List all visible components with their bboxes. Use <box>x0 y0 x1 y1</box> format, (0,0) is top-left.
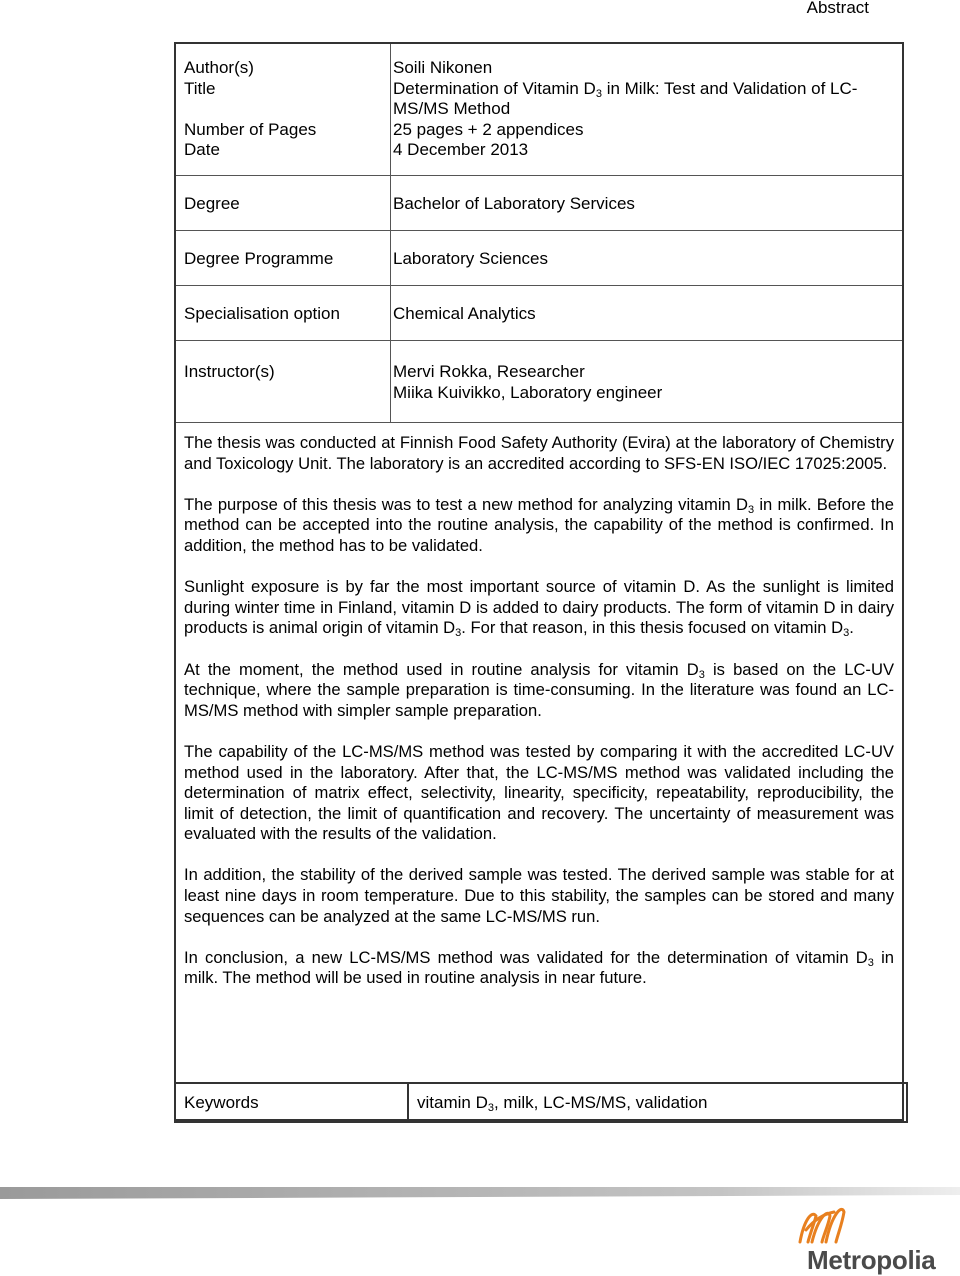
footer-rule <box>0 1187 960 1199</box>
logo-wordmark: Metropolia <box>807 1245 936 1275</box>
date-value: 4 December 2013 <box>393 140 529 160</box>
specialisation-row <box>176 286 902 341</box>
abstract-body <box>184 433 894 989</box>
author-label: Author(s) <box>184 58 254 77</box>
meta-labels <box>184 58 316 161</box>
author-value: Soili Nikonen <box>393 58 493 77</box>
abstract-frame <box>174 42 904 1121</box>
page-header: Abstract <box>806 0 869 17</box>
title-label: Title <box>184 78 216 98</box>
keywords-label: Keywords <box>184 1093 259 1112</box>
abstract-paragraph-7: In conclusion, a new LC-MS/MS method was validated for the determination of vitamin $D_3$ in milk. The method will be used in routine analysis in near future. <box>184 947 894 988</box>
keywords-box <box>174 1082 908 1123</box>
degree-label: Degree <box>184 194 240 213</box>
meta-row <box>176 44 902 176</box>
title-value-cont: MS/MS Method <box>393 99 511 119</box>
programme-label: Degree Programme <box>184 249 334 268</box>
instructor-label: Instructor(s) <box>184 362 275 381</box>
programme-value: Laboratory Sciences <box>393 249 548 268</box>
title-value: Determination of Vitamin $D_3$ in Milk: Test and Validation of LC- <box>393 78 858 100</box>
instructor-2: Miika Kuivikko, Laboratory engineer <box>393 382 663 402</box>
pages-value: 25 pages + 2 appendices <box>393 119 584 139</box>
meta-values <box>393 58 894 161</box>
degree-row <box>176 176 902 231</box>
abstract-paragraph-6: In addition, the stability of the derived sample was tested. The derived sample was stable for at least nine days in room temperature. Due to this stability, the samples can be stored and many sequences can be analyzed at the same LC-MS/MS run. <box>184 865 894 926</box>
specialisation-label: Specialisation option <box>184 304 340 323</box>
instructor-values <box>393 362 894 403</box>
programme-row <box>176 231 902 286</box>
abstract-paragraph-4: At the moment, the method used in routine analysis for vitamin $D_3$ is based on the LC-UV technique, where the sample preparation is time-consuming. In the literature was found an LC-MS/MS method with simpler sample preparation. <box>184 659 895 720</box>
abstract-paragraph-5: The capability of the LC-MS/MS method was tested by comparing it with the accredited LC-UV method used in the laboratory. After that, the LC-MS/MS method was validated including the determination of matrix effect, selectivity, linearity, specificity, repeatability, reproducibility, the limit of detection, the limit of quantification and recovery. The uncertainty of measurement was evaluated with the results of the validation. <box>184 741 894 844</box>
specialisation-value: Chemical Analytics <box>393 304 536 323</box>
pages-label: Number of Pages <box>184 119 317 139</box>
date-label: Date <box>184 140 220 160</box>
degree-value: Bachelor of Laboratory Services <box>393 194 635 213</box>
keywords-value: vitamin $D_3$, milk, LC-MS/MS, validation <box>417 1093 708 1114</box>
abstract-paragraph-1: The thesis was conducted at Finnish Food Safety Authority (Evira) at the laboratory of Chemistry and Toxicology Unit. The laboratory is an accredited according to SFS-EN ISO/IEC 17025:2005. <box>184 433 894 473</box>
abstract-paragraph-3: Sunlight exposure is by far the most important source of vitamin D. As the sunlight is limited during winter time in Finland, vitamin D is added to dairy products. The form of vitamin D in dairy products is animal origin of vitamin $D_3$. For that reason, in this thesis focused on vitamin $D_3$. <box>184 577 894 640</box>
instructor-row <box>176 341 902 423</box>
abstract-paragraph-2: The purpose of this thesis was to test a new method for analyzing vitamin $D_3$ in milk. Before the method can be accepted into the routine analysis, the capability of the method is confirmed. In addition, the method has to be validated. <box>184 494 895 555</box>
instructor-1: Mervi Rokka, Researcher <box>393 362 585 381</box>
